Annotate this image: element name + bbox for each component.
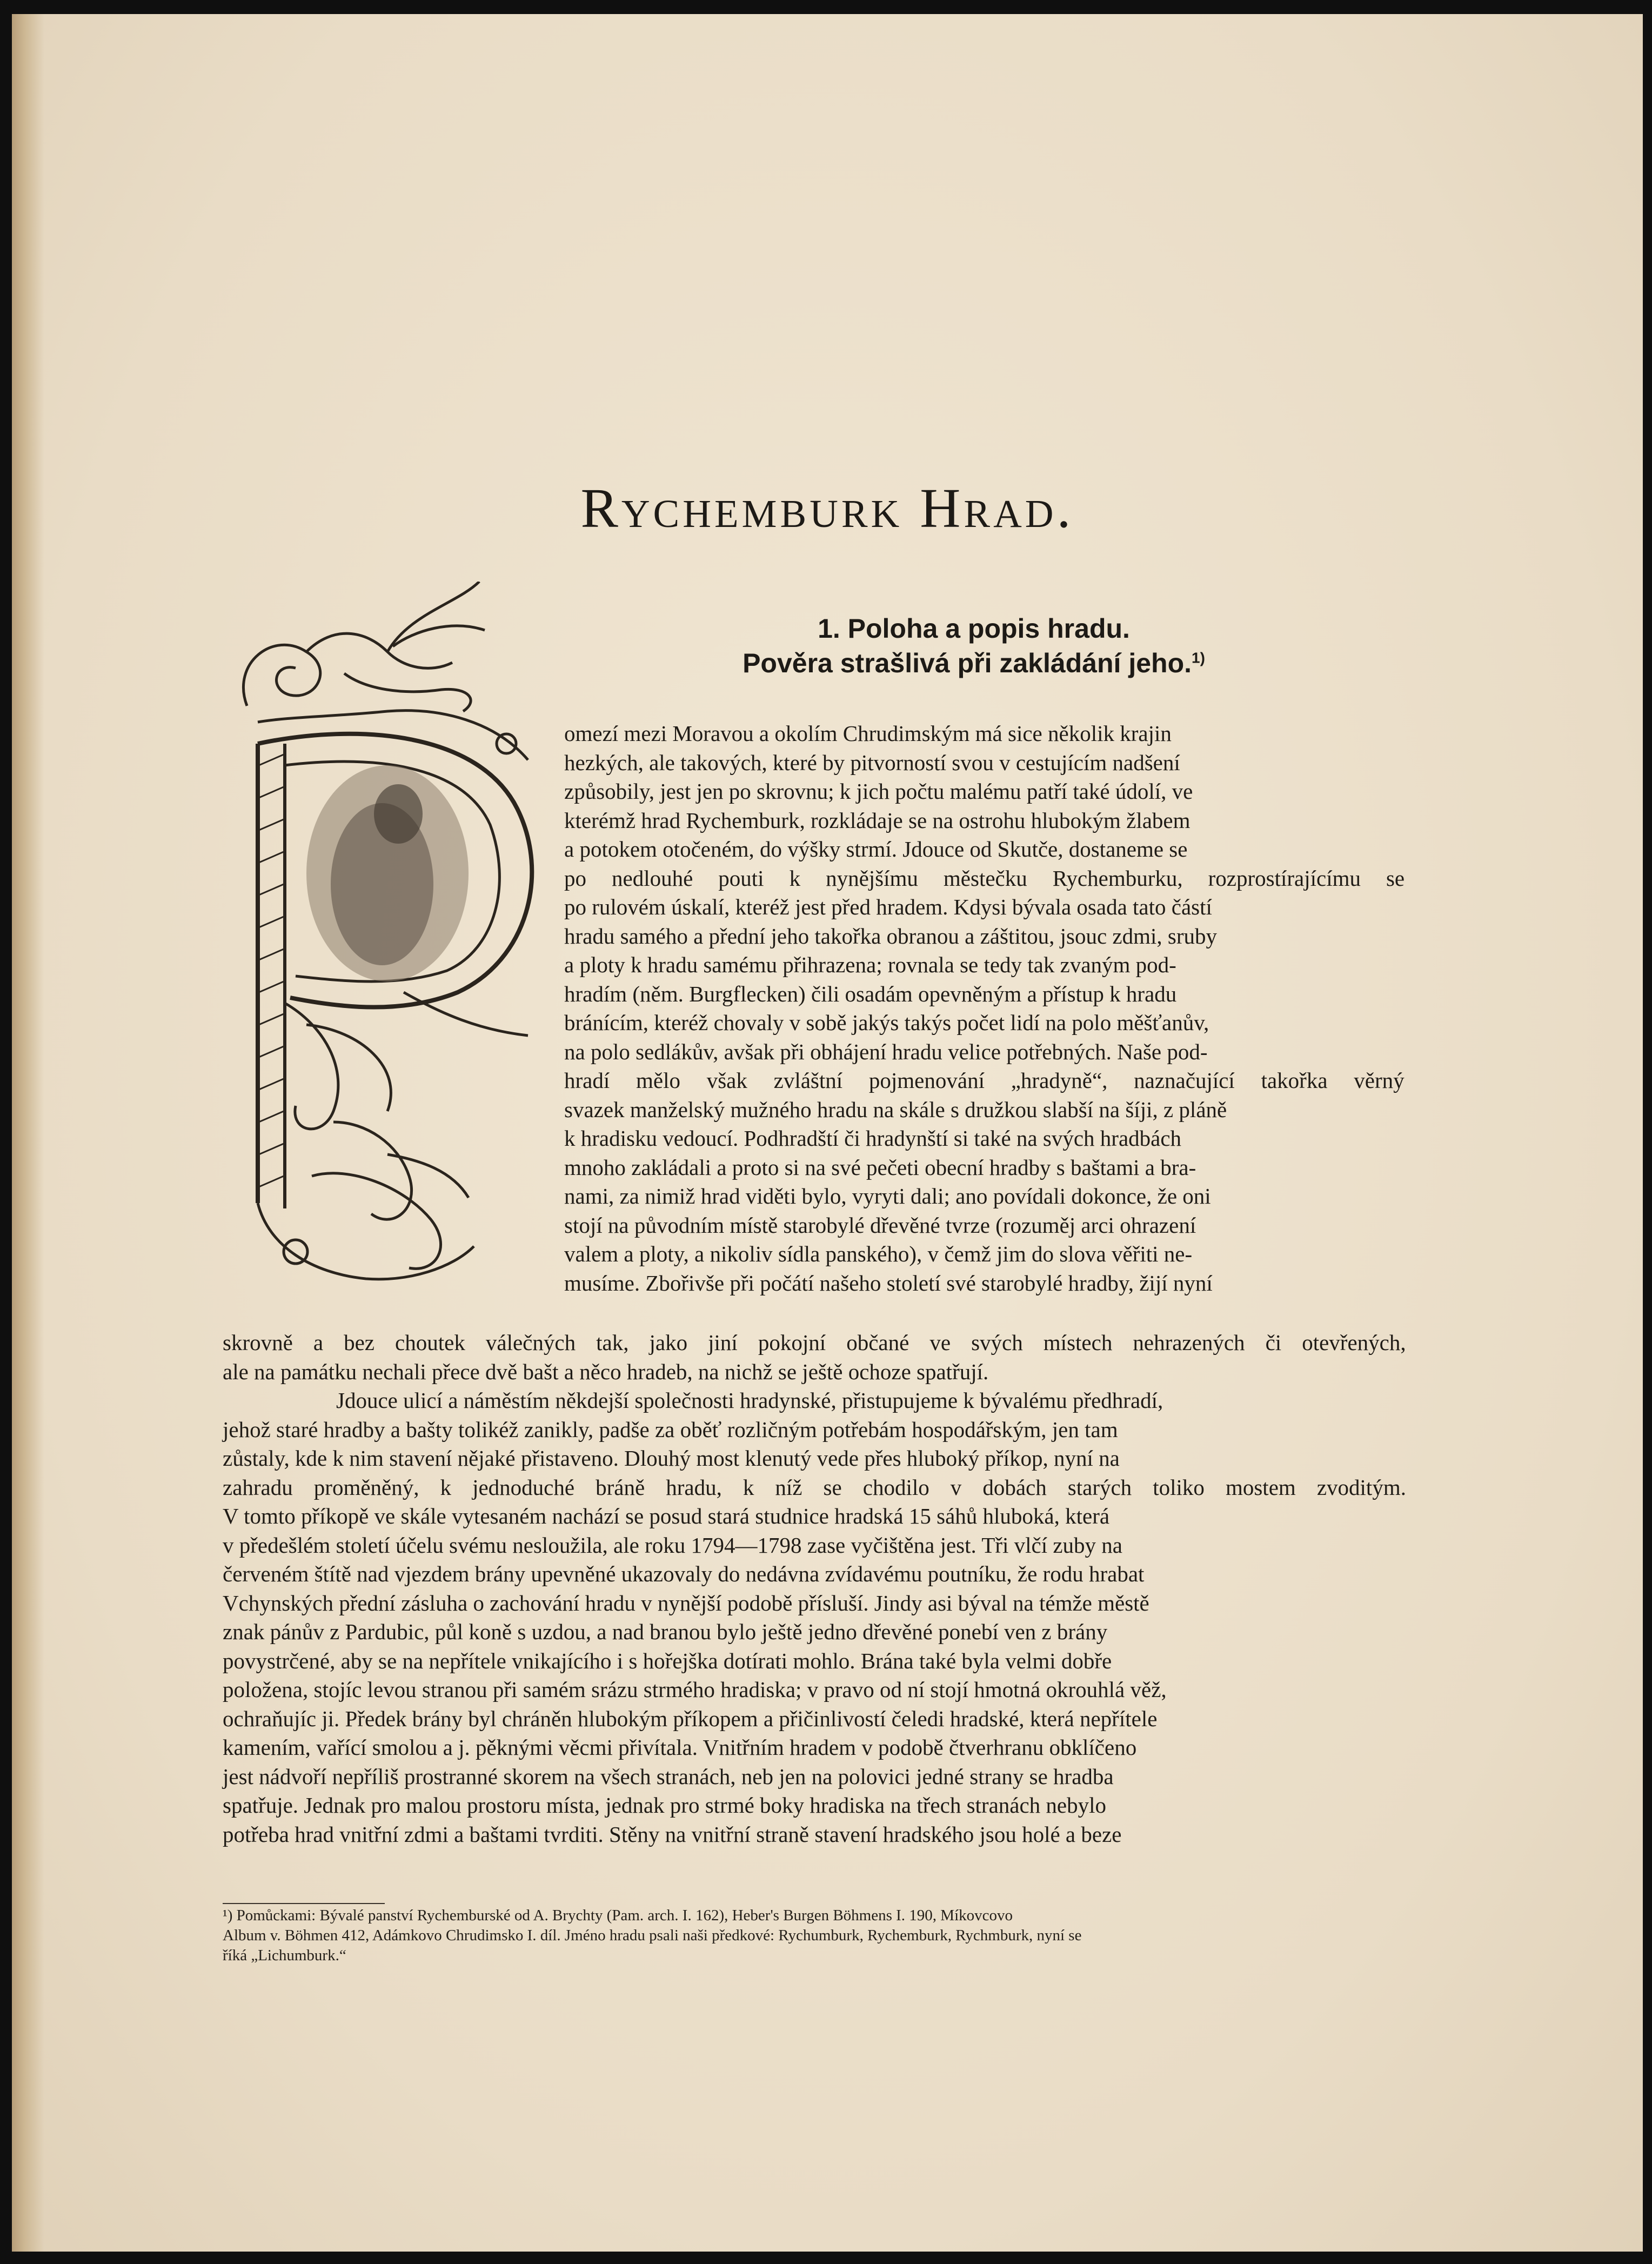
text-line: jehož staré hradby a bašty tolikéž zanikly, padše za oběť rozličným potřebám hospodářským, jen tam: [223, 1417, 1118, 1442]
text-line: ale na památku nechali přece dvě bašt a něco hradeb, na nichž se ještě ochoze spatřují.: [223, 1359, 989, 1384]
text-line: položena, stojíc levou stranou při samém srázu strmého hradiska; v pravo od ní stojí hmotná okrouhlá věž,: [223, 1677, 1167, 1702]
full-width-text: [223, 1328, 1406, 1849]
footnote: [223, 1906, 1406, 1966]
text-line: Jdouce ulicí a náměstím někdejší společnosti hradynské, přistupujeme k bývalému předhradí,: [336, 1388, 1163, 1413]
text-line: na polo sedlákův, avšak při obhájení hradu velice potřebných. Naše pod-: [564, 1039, 1208, 1064]
first-column-text: [564, 719, 1404, 1298]
text-line: kamením, vařící smolou a j. pěknými věcmi přivítala. Vnitřním hradem v podobě čtverhranu obklíčeno: [223, 1735, 1137, 1760]
text-line: znak pánův z Pardubic, půl koně s uzdou, a nad branou bylo ještě jedno dřevěné ponebí ven z brány: [223, 1619, 1108, 1644]
text-line: povystrčené, aby se na nepřítele vnikajícího i s hořejška dotírati mohlo. Brána také byla velmi dobře: [223, 1648, 1112, 1673]
text-line: kterémž hrad Rychemburk, rozkládaje se na ostrohu hlubokým žlabem: [564, 807, 1190, 833]
text-line: a potokem otočeném, do výšky strmí. Jdouce od Skutče, dostaneme se: [564, 837, 1188, 861]
footnote-marker: 1): [1192, 649, 1205, 666]
footnote-rule: [223, 1903, 385, 1904]
text-line: skrovně a bez choutek válečných tak, jako jiní pokojní občané ve svých místech nehrazených či otevřených,: [223, 1330, 1406, 1355]
text-line: hradím (něm. Burgflecken) čili osadám opevněným a přístup k hradu: [564, 981, 1177, 1006]
section-heading: 1. Poloha a popis hradu.: [818, 613, 1130, 644]
text-line: po nedlouhé pouti k nynějšímu městečku Rychemburku, rozprostírajícímu se: [564, 865, 1405, 891]
text-line: zahradu proměněný, k jednoduché bráně hradu, k níž se chodilo v dobách starých toliko mostem zvoditým.: [223, 1474, 1406, 1500]
text-line: stojí na původním místě starobylé dřevěné tvrze (rozuměj arci ohrazení: [564, 1212, 1196, 1238]
text-line: hradu samého a přední jeho takořka obranou a záštitou, jsouc zdmi, sruby: [564, 923, 1218, 949]
text-line: spatřuje. Jednak pro malou prostoru místa, jednak pro strmé boky hradiska na třech stranách nebylo: [223, 1793, 1106, 1818]
text-line: jest nádvoří nepříliš prostranné skorem na všech stranách, neb jen na polovici jedné strany se hradba: [223, 1764, 1114, 1789]
text-line: nami, za nimiž hrad viděti bylo, vyryti dali; ano povídali dokonce, že oni: [564, 1184, 1211, 1208]
text-line: potřeba hrad vnitřní zdmi a baštami tvrditi. Stěny na vnitřní straně stavení hradského jsou holé a beze: [223, 1821, 1122, 1847]
text-line: omezí mezi Moravou a okolím Chrudimským má sice několik krajin: [564, 721, 1172, 746]
text-line: hezkých, ale takových, které by pitvorností svou v cestujícím nadšení: [564, 750, 1180, 775]
book-page: [12, 14, 1643, 2252]
section-subheading-text: Pověra strašlivá při zakládání jeho.: [743, 648, 1192, 678]
footnote-line: ¹) Pomůckami: Bývalé panství Rychemburské od A. Brychty (Pam. arch. I. 162), Heber's Burgen Böhmens I. 190, Míkovcovo: [223, 1907, 1013, 1924]
footnote-line: říká „Lichumburk.“: [223, 1947, 346, 1964]
text-line: zůstaly, kde k nim stavení nějaké přistaveno. Dlouhý most klenutý vede přes hluboký příkop, nyní na: [223, 1446, 1120, 1471]
text-line: způsobily, jest jen po skrovnu; k jich počtu malému patří také údolí, ve: [564, 779, 1193, 804]
page-title: Rychemburk Hrad.: [580, 477, 1074, 539]
text-line: ochraňujíc ji. Předek brány byl chráněn hlubokým příkopem a přičinlivostí čeledi hradské, která nepřítele: [223, 1706, 1158, 1731]
text-line: v předešlém století účelu svému nesloužila, ale roku 1794—1798 zase vyčištěna jest. Tři vlčí zuby na: [223, 1532, 1122, 1558]
page-gutter: [12, 14, 44, 2252]
footnote-line: Album v. Böhmen 412, Adámkovo Chrudimsko I. díl. Jméno hradu psali naši předkové: Rychumburk, Rychemburk, Rychmburk, nyní se: [223, 1927, 1082, 1944]
text-line: musíme. Zbořivše při počátí našeho století své starobylé hradby, žijí nyní: [564, 1270, 1213, 1295]
text-line: svazek manželský mužného hradu na skále s družkou slabší na šíji, z pláně: [564, 1097, 1227, 1122]
section-subheading: [574, 647, 1374, 679]
text-line: V tomto příkopě ve skále vytesaném nachází se posud stará studnice hradská 15 sáhů hluboká, která: [223, 1504, 1110, 1528]
illuminated-initial-p: [225, 582, 571, 1295]
text-line: hradí mělo však zvláštní pojmenování „hradyně“, naznačující takořka věrný: [564, 1068, 1404, 1093]
text-line: Vchynských přední zásluha o zachování hradu v nynější podobě přísluší. Jindy asi býval na témže městě: [223, 1590, 1149, 1615]
text-line: k hradisku vedoucí. Podhradští či hradynští si také na svých hradbách: [564, 1126, 1182, 1151]
text-line: valem a ploty, a nikoliv sídla panského), v čemž jim do slova věřiti ne-: [564, 1241, 1193, 1266]
text-line: červeném štítě nad vjezdem brány upevněné ukazovaly do nedávna zvídavému poutníku, že rodu hrabat: [223, 1561, 1145, 1586]
text-line: po rulovém úskalí, kteréž jest před hradem. Kdysi bývala osada tato částí: [564, 894, 1212, 919]
text-line: mnoho zakládali a proto si na své pečeti obecní hradby s baštami a bra-: [564, 1154, 1196, 1180]
text-line: a ploty k hradu samému přihrazena; rovnala se tedy tak zvaným pod-: [564, 952, 1176, 977]
text-line: bránícím, kteréž chovaly v sobě jakýs takýs počet lidí na polo měšťanův,: [564, 1010, 1209, 1035]
